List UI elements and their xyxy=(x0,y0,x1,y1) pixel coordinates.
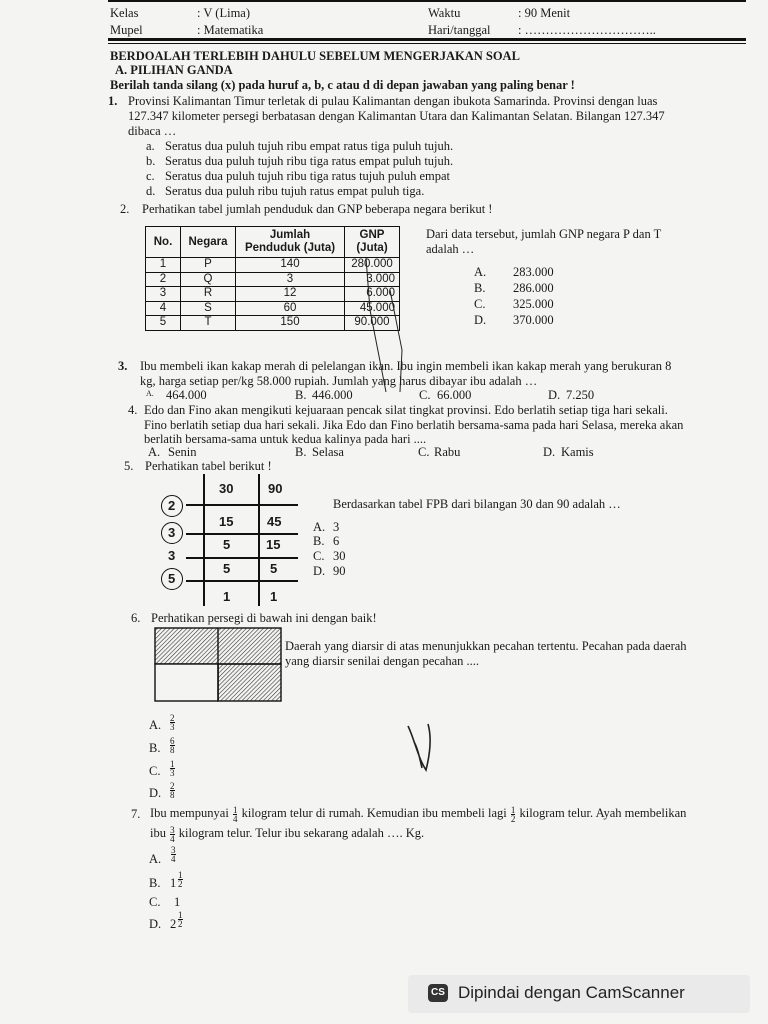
hari-label: Hari/tanggal xyxy=(428,23,491,37)
option-fraction: $\frac{1}{2}$ xyxy=(178,870,183,889)
unshaded-region xyxy=(155,664,218,701)
option-letter[interactable]: B. xyxy=(295,388,307,402)
question-text: Berdasarkan tabel FPB dari bilangan 30 dan 90 adalah … xyxy=(333,497,621,511)
option-letter[interactable]: A. xyxy=(149,718,162,732)
grid-cell: 5 xyxy=(270,561,278,576)
option-letter[interactable]: C. xyxy=(149,764,161,778)
option-letter[interactable]: C. xyxy=(313,549,325,563)
option-text: Rabu xyxy=(434,445,461,459)
option-letter[interactable]: C. xyxy=(149,895,161,909)
option-fraction: $\frac{3}{4}$ xyxy=(171,845,176,864)
divisor: 3 xyxy=(168,548,176,563)
option-letter[interactable]: D. xyxy=(149,786,162,800)
option-text: 325.000 xyxy=(513,297,554,311)
table-row: 3 R 12 6.000 xyxy=(146,287,400,302)
grid-cell: 5 xyxy=(223,561,231,576)
divisor: 2 xyxy=(168,498,176,513)
option-text: 30 xyxy=(333,549,346,563)
option-letter[interactable]: c. xyxy=(146,169,155,183)
header-divider xyxy=(108,38,746,41)
option-text: 90 xyxy=(333,564,346,578)
table-row: 1 P 140 280.000 xyxy=(146,258,400,273)
option-letter[interactable]: B. xyxy=(149,741,161,755)
option-letter[interactable]: D. xyxy=(548,388,561,402)
option-text: 66.000 xyxy=(437,388,472,402)
question-text: Edo dan Fino akan mengikuti kejuaraan pencak silat tingkat provinsi. Edo berlatih setiap tiga hari sekali. xyxy=(144,403,668,417)
question-text: dibaca … xyxy=(128,124,177,138)
camscanner-logo-icon: CS xyxy=(428,984,448,1002)
option-fraction: $\frac{2}{3}$ xyxy=(170,713,175,732)
question-text: Fino berlatih setiap dua hari sekali. Jika Edo dan Fino berlatih bersama-sama pada hari Selasa, mereka akan xyxy=(144,418,684,432)
option-text: Seratus dua puluh tujuh ribu empat ratus tiga puluh tujuh. xyxy=(165,139,454,153)
grid-cell: 1 xyxy=(270,589,278,604)
grid-cell: 90 xyxy=(268,481,283,496)
question-text: Perhatikan tabel jumlah penduduk dan GNP beberapa negara berikut ! xyxy=(142,202,493,216)
question-text: yang diarsir senilai dengan pecahan .... xyxy=(285,654,480,668)
question-number: 1. xyxy=(108,94,118,108)
table-header: No. xyxy=(146,227,181,258)
table-header: Negara xyxy=(181,227,236,258)
option-letter[interactable]: C. xyxy=(474,297,486,311)
question-text: ibu $\frac{3}{4}$ kilogram telur. Telur ibu sekarang adalah …. Kg. xyxy=(150,824,425,844)
option-text: Seratus dua puluh ribu tujuh ratus empat puluh tiga. xyxy=(165,184,425,198)
mupel-label: Mupel xyxy=(110,23,143,37)
option-letter[interactable]: A. xyxy=(148,445,161,459)
option-letter[interactable]: A. xyxy=(313,520,326,534)
handwritten-mark xyxy=(400,718,450,778)
option-text: 283.000 xyxy=(513,265,554,279)
question-text: Dari data tersebut, jumlah GNP negara P dan T xyxy=(426,227,662,241)
table-row: 5 T 150 90.000 xyxy=(146,316,400,331)
waktu-value: : 90 Menit xyxy=(518,6,571,20)
option-text: Selasa xyxy=(312,445,344,459)
question-text: Perhatikan persegi di bawah ini dengan baik! xyxy=(151,611,377,625)
grid-cell: 15 xyxy=(219,514,234,529)
table-row: 4 S 60 45.000 xyxy=(146,301,400,316)
waktu-label: Waktu xyxy=(428,6,461,20)
option-letter[interactable]: B. xyxy=(295,445,307,459)
hari-value: : ………………………….. xyxy=(518,23,656,37)
option-letter[interactable]: A. xyxy=(474,265,487,279)
option-text: Seratus dua puluh tujuh ribu tiga ratus tujuh puluh empat xyxy=(165,169,451,183)
question-text: kg, harga setiap per/kg 58.000 rupiah. Jumlah yang harus dibayar ibu adalah … xyxy=(140,374,538,388)
option-letter[interactable]: D. xyxy=(543,445,556,459)
question-text: 127.347 kilometer persegi berbatasan dengan Kalimantan Utara dan Kalimantan Selatan. Bilangan 127.347 xyxy=(128,109,665,123)
option-text: Kamis xyxy=(561,445,594,459)
option-fraction: $\frac{6}{8}$ xyxy=(170,736,175,755)
option-text: 286.000 xyxy=(513,281,554,295)
camscanner-text: Dipindai dengan CamScanner xyxy=(458,983,685,1002)
question-text: Ibu mempunyai $\frac{1}{4}$ kilogram telur di rumah. Kemudian ibu membeli lagi $\frac{1}{2}$ kilogram telur. Ayah membelikan xyxy=(150,804,687,824)
table-header: GNP (Juta) xyxy=(345,227,400,258)
grid-cell: 30 xyxy=(219,481,234,496)
shaded-region xyxy=(218,664,281,701)
option-letter[interactable]: B. xyxy=(313,534,325,548)
grid-cell: 1 xyxy=(223,589,231,604)
question-number: 4. xyxy=(128,403,138,417)
question-text: Provinsi Kalimantan Timur terletak di pulau Kalimantan dengan ibukota Samarinda. Provinsi dengan luas xyxy=(128,94,658,108)
divisor: 3 xyxy=(168,525,176,540)
question-number: 5. xyxy=(124,459,134,473)
option-whole: 2 xyxy=(170,917,177,931)
option-text: 6 xyxy=(333,534,340,548)
option-text: 446.000 xyxy=(312,388,353,402)
option-fraction: $\frac{1}{3}$ xyxy=(170,759,175,778)
divisor: 5 xyxy=(168,571,176,586)
instruction: BERDOALAH TERLEBIH DAHULU SEBELUM MENGERJAKAN SOAL xyxy=(110,49,520,63)
option-letter[interactable]: C. xyxy=(418,445,430,459)
option-text: 464.000 xyxy=(166,388,207,402)
table-header: Jumlah Penduduk (Juta) xyxy=(236,227,345,258)
option-text: 370.000 xyxy=(513,313,554,327)
option-letter[interactable]: D. xyxy=(313,564,326,578)
option-letter[interactable]: A. xyxy=(149,852,162,866)
question-number: 2. xyxy=(120,202,130,216)
grid-cell: 5 xyxy=(223,537,231,552)
option-fraction: $\frac{1}{2}$ xyxy=(178,910,183,929)
grid-cell: 45 xyxy=(267,514,282,529)
question-number: 6. xyxy=(131,611,141,625)
option-letter[interactable]: d. xyxy=(146,184,156,198)
option-text: Senin xyxy=(168,445,197,459)
option-letter[interactable]: D. xyxy=(474,313,487,327)
option-whole: 1 xyxy=(170,876,177,890)
option-letter[interactable]: B. xyxy=(149,876,161,890)
question-text: Perhatikan tabel berikut ! xyxy=(145,459,272,473)
mupel-value: : Matematika xyxy=(197,23,264,37)
option-letter[interactable]: b. xyxy=(146,154,156,168)
section-a-title: A. PILIHAN GANDA xyxy=(115,63,233,77)
question-text: berlatih bersama-sama untuk kedua kalinya pada hari .... xyxy=(144,432,427,446)
kelas-label: Kelas xyxy=(110,6,139,20)
question-text: Ibu membeli ikan kakap merah di pelelangan ikan. Ibu ingin membeli ikan kakap merah yang berukuran 8 xyxy=(140,359,672,373)
question-text: adalah … xyxy=(426,242,475,256)
option-letter[interactable]: A. xyxy=(146,389,154,398)
option-whole: 1 xyxy=(174,895,181,909)
option-letter[interactable]: a. xyxy=(146,139,155,153)
option-letter[interactable]: D. xyxy=(149,917,162,931)
option-letter[interactable]: C. xyxy=(419,388,431,402)
camscanner-watermark xyxy=(408,975,750,1013)
option-text: 7.250 xyxy=(566,388,595,402)
grid-cell: 15 xyxy=(266,537,281,552)
question-text: Daerah yang diarsir di atas menunjukkan pecahan tertentu. Pecahan pada daerah xyxy=(285,639,687,653)
question-number: 3. xyxy=(118,359,128,373)
option-text: Seratus dua puluh tujuh ribu tiga ratus empat puluh tujuh. xyxy=(165,154,454,168)
option-letter[interactable]: B. xyxy=(474,281,486,295)
kelas-value: : V (Lima) xyxy=(197,6,251,20)
question-number: 7. xyxy=(131,807,141,821)
section-instruction: Berilah tanda silang (x) pada huruf a, b, c atau d di depan jawaban yang paling benar ! xyxy=(110,78,575,92)
option-text: 3 xyxy=(333,520,340,534)
shaded-square-figure xyxy=(154,627,284,703)
option-fraction: $\frac{2}{8}$ xyxy=(170,781,175,800)
table-row: 2 Q 3 3.000 xyxy=(146,272,400,287)
